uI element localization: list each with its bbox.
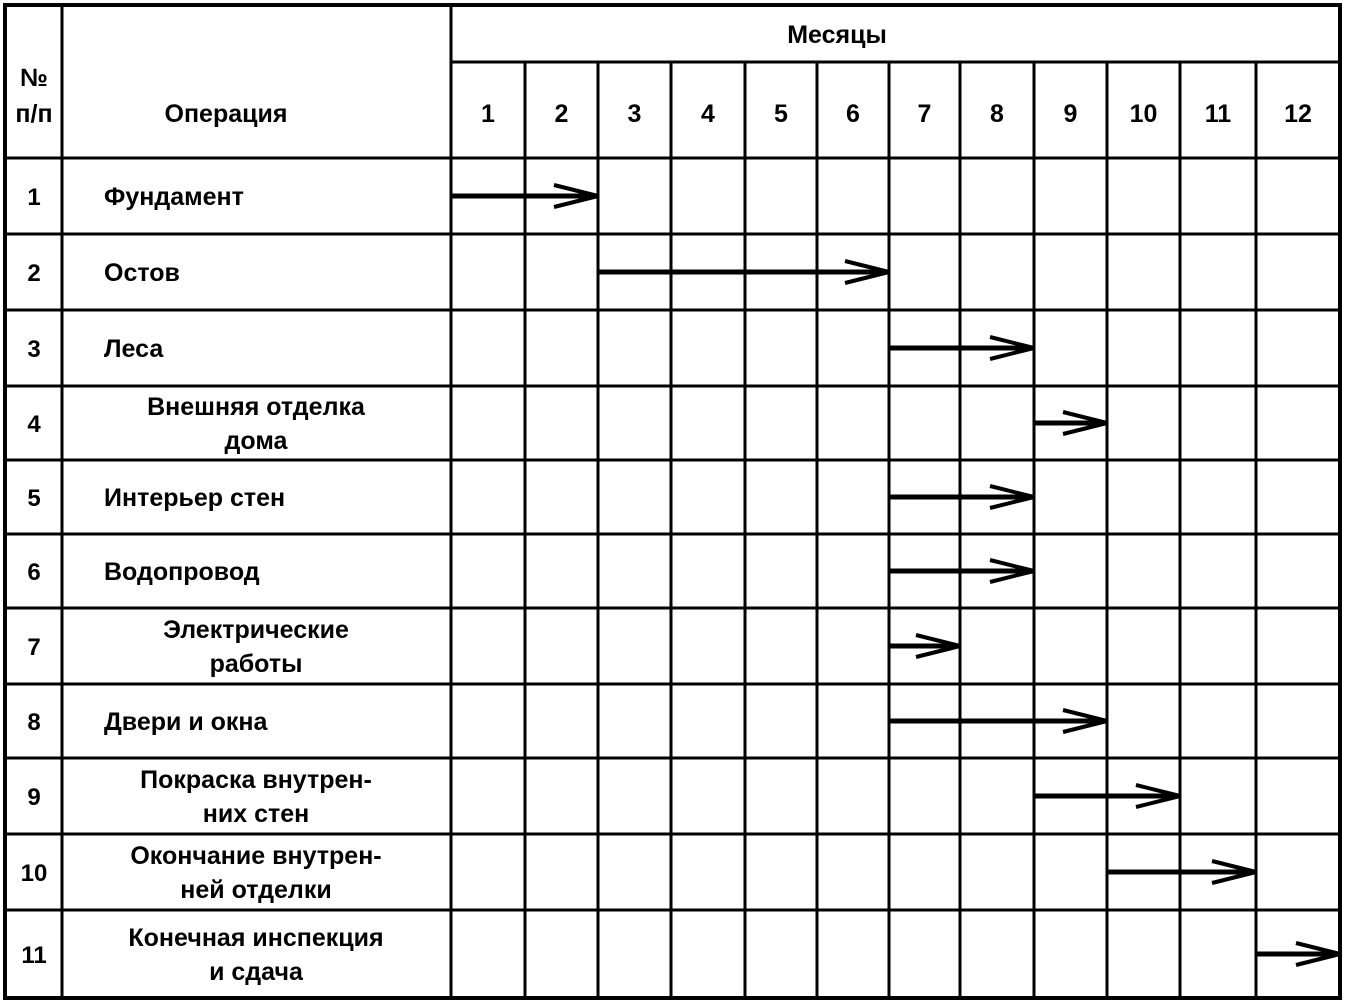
- schedule-arrow: [889, 710, 1107, 732]
- row-number: 8: [27, 709, 41, 736]
- month-label: 10: [1129, 100, 1158, 128]
- schedule-arrow: [1034, 412, 1107, 434]
- row-number: 9: [27, 784, 41, 811]
- operation-name-line: Покраска внутрен-: [140, 766, 372, 794]
- operation-name-line: Внешняя отделка: [147, 393, 365, 421]
- schedule-arrow: [1256, 943, 1340, 965]
- operation-name: Водопровод: [104, 558, 260, 586]
- row-number: 6: [27, 559, 41, 586]
- month-label: 2: [554, 100, 569, 128]
- operation-name-line: работы: [209, 650, 303, 678]
- month-label: 5: [774, 100, 788, 128]
- month-label: 3: [627, 100, 642, 128]
- row-number: 11: [21, 942, 47, 969]
- schedule-arrows: [451, 185, 1340, 965]
- operation-name: Интерьер стен: [104, 484, 286, 512]
- schedule-arrow: [889, 635, 960, 657]
- operation-name: Двери и окна: [104, 708, 268, 736]
- operation-name-line: них стен: [202, 800, 310, 828]
- month-label: 8: [990, 100, 1004, 128]
- month-label: 6: [846, 100, 860, 128]
- operation-name-line: ней отделки: [180, 876, 332, 904]
- month-label: 4: [701, 100, 715, 128]
- row-number: 3: [27, 336, 41, 363]
- month-label: 9: [1063, 100, 1078, 128]
- number-header-line2: п/п: [15, 100, 53, 128]
- row-number: 2: [27, 260, 41, 287]
- row-number: 10: [20, 860, 48, 887]
- month-labels: [481, 100, 1312, 128]
- month-label: 1: [481, 100, 495, 128]
- operation-name-line: дома: [224, 427, 288, 455]
- operation-rows: [21, 183, 384, 986]
- operation-name: Фундамент: [104, 183, 244, 211]
- operation-name-line: и сдача: [209, 958, 303, 986]
- row-number: 1: [27, 184, 41, 211]
- operation-name-line: Окончание внутрен-: [130, 842, 382, 870]
- month-label: 11: [1204, 100, 1232, 128]
- month-label: 7: [917, 100, 932, 128]
- months-header: Месяцы: [787, 21, 887, 49]
- row-number: 5: [27, 485, 41, 512]
- operation-header: Операция: [164, 100, 288, 128]
- operation-name-line: Конечная инспекция: [128, 924, 384, 952]
- row-number: 4: [27, 411, 41, 438]
- operation-name: Остов: [104, 259, 180, 287]
- number-header-line1: №: [20, 64, 48, 92]
- operation-name: Леса: [104, 335, 164, 363]
- operation-name-line: Электрические: [163, 616, 349, 644]
- month-label: 12: [1284, 100, 1312, 128]
- row-number: 7: [27, 634, 41, 661]
